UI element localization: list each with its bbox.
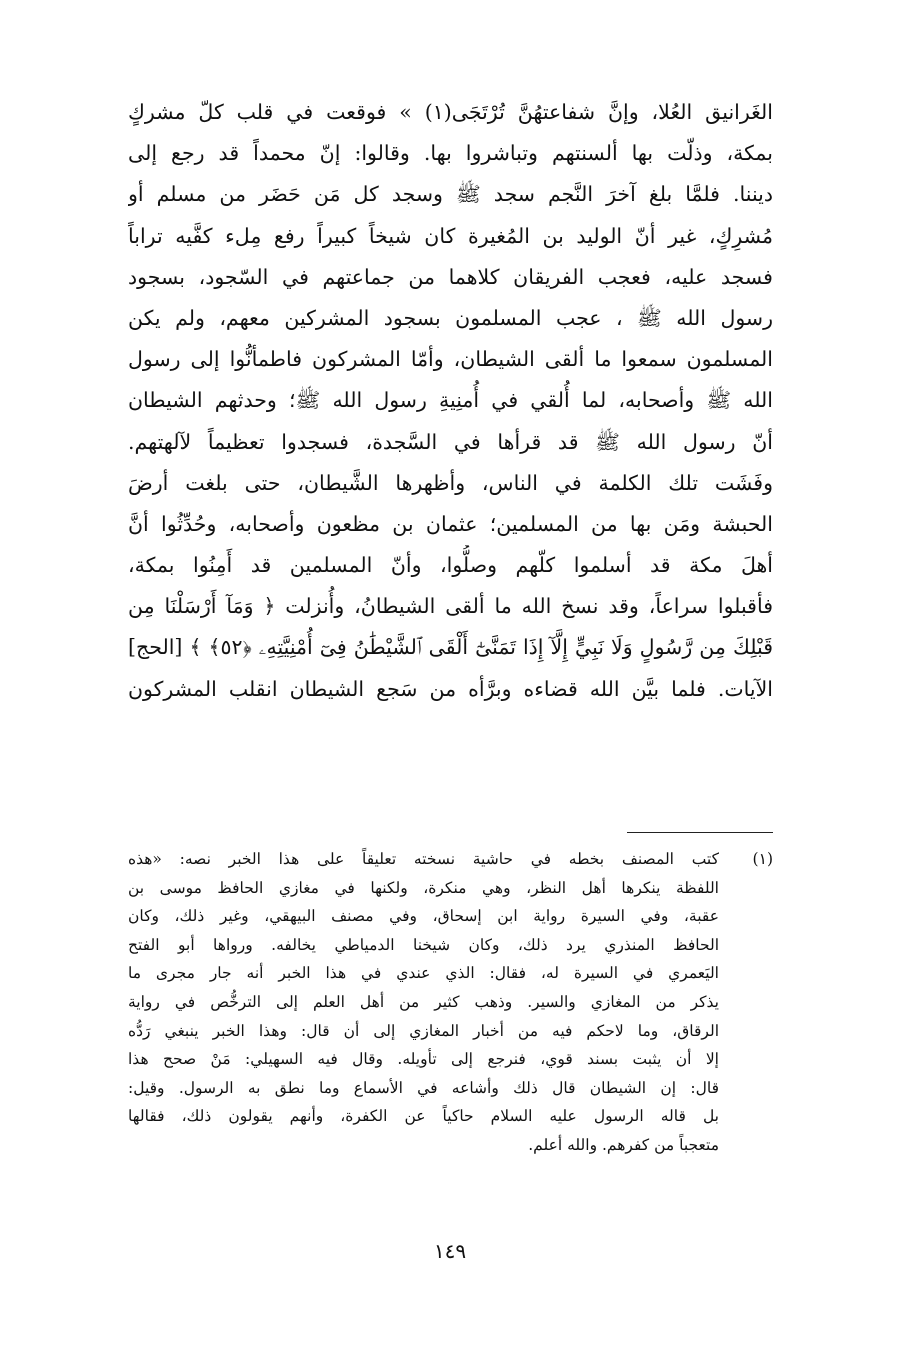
footnote-separator (627, 832, 773, 833)
footnote-line: بل قاله الرسول عليه السلام حاكياً عن الكفرة، وأنهم يقولون ذلك، فقالها (128, 1107, 719, 1126)
main-text-line: المسلمون سمعوا ما ألقى الشيطان، وأمّا المشركون فاطمأنُّوا إلى رسول (128, 347, 773, 372)
footnote-line: متعجباً من كفرهم. والله أعلم. (528, 1135, 719, 1154)
main-text-line: أهلَ مكة قد أسلموا كلّهم وصلُّوا، وأنّ المسلمين قد أَمِنُوا بمكة، (128, 553, 773, 578)
main-text-line: أنّ رسول الله ﷺ قد قرأها في السَّجدة، فسجدوا تعظيماً لآلهتهم. (128, 429, 773, 454)
page-number: ١٤٩ (433, 1239, 467, 1263)
footnote-line: عقبة، وفي السيرة رواية ابن إسحاق، وفي مصنف البيهقي، وغير ذلك، وكان (128, 907, 719, 926)
main-text-line: الله ﷺ وأصحابه، لما أُلقي في أُمنِيةِ رسول الله ﷺ؛ وحدثهم الشيطان (128, 388, 773, 413)
footnote-line: يذكر من المغازي والسير. وذهب كثير من أهل العلم إلى الترخُّص في رواية (128, 992, 719, 1011)
footnote-line: إلا أن يثبت بسند قوي، فنرجع إلى تأويله. وقال فيه السهيلي: مَنْ صحح هذا (128, 1050, 719, 1069)
main-text-line: وفَشَت تلك الكلمة في الناس، وأظهرها الشَّيطان، حتى بلغت أرضَ (128, 470, 773, 495)
main-text-line: الحبشة ومَن بها من المسلمين؛ عثمان بن مظعون وأصحابه، وحُدِّثُوا أنَّ (128, 511, 773, 536)
main-text-line: الآيات. فلما بيَّن الله قضاءه وبرَّأه من سَجع الشيطان انقلب المشركون (128, 676, 773, 701)
footnote-line: الرقاق، وما لاحكم فيه من أخبار المغازي إلى أن قال: وهذا الخبر ينبغي رَدُّه (128, 1021, 719, 1040)
main-text (128, 92, 773, 710)
main-text-line: رسول الله ﷺ ، عجب المسلمون بسجود المشركين معهم، ولم يكن (128, 305, 773, 330)
footnote-line: اللفظة ينكرها أهل النظر، وهي منكرة، ولكنها في مغازي الحافظ موسى بن (128, 878, 719, 897)
main-text-line: مُشرِكٍ، غير أنّ الوليد بن المُغيرة كان شيخاً كبيراً رفع مِلء كفَّيه تراباً (128, 223, 773, 248)
footnote-line: قال: إن الشيطان قال ذلك وأشاعه في الأسماع وما نطق به الرسول. وقيل: (128, 1078, 719, 1097)
footnote-marker: (١) (752, 850, 773, 868)
main-text-line: ديننا. فلمَّا بلغ آخرَ النَّجم سجد ﷺ وسجد كل مَن حَضَر من مسلم أو (128, 182, 773, 207)
footnote-body (128, 845, 719, 1160)
main-text-line: فأقبلوا سراعاً، وقد نسخ الله ما ألقى الشيطانُ، وأُنزلت ﴿ وَمَآ أَرْسَلْنَا مِن (128, 594, 773, 619)
main-text-line: فسجد عليه، فعجب الفريقان كلاهما من جماعتهم في السّجود، بسجود (128, 264, 773, 289)
main-text-line: بمكة، وذلّت بها ألسنتهم وتباشروا بها. وقالوا: إنّ محمداً قد رجع إلى (128, 141, 773, 166)
main-text-line: الغَرانيق العُلا، وإنَّ شفاعتهُنَّ تُرْتَجَى(١) » فوقعت في قلب كلّ مشركٍ (128, 100, 773, 124)
main-text-line: قَبْلِكَ مِن رَّسُولٍ وَلَا نَبِيٍّ إِلَّآ إِذَا تَمَنَّىٰٓ أَلْقَى ٱلشَّيْطَٰنُ فِىٓ أُمْنِيَّتِهِۦ ﴿٥٢﴾ ﴾ [الحج] (128, 635, 773, 660)
footnotes (128, 845, 773, 1160)
footnote-line: اليَعمري في السيرة له، فقال: الذي عندي في هذا الخبر أنه جار مجرى ما (128, 964, 719, 983)
footnote-line: الحافظ المنذري يرد ذلك، وكان شيخنا الدمياطي يخالفه. ورواها أبو الفتح (128, 935, 719, 954)
footnote-line: كتب المصنف بخطه في حاشية نسخته تعليقاً على هذا الخبر نصه: «هذه (128, 850, 719, 868)
